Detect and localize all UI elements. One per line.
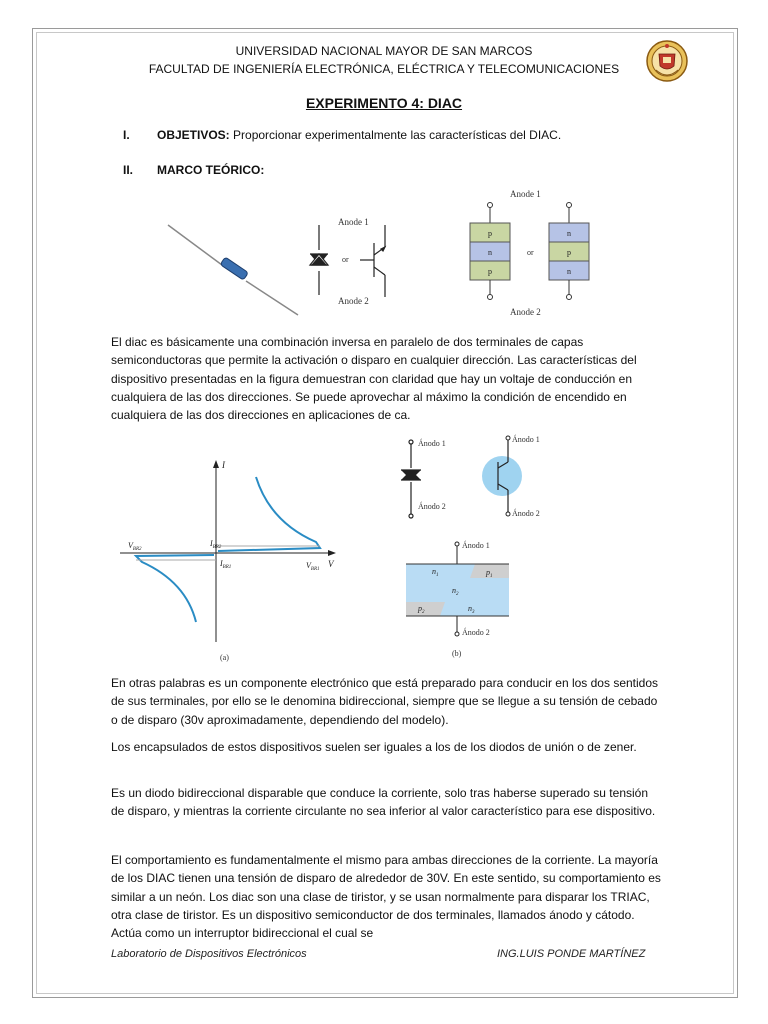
section-number: II.	[123, 163, 134, 177]
vi-characteristic-plot	[120, 460, 336, 662]
p1-label: $p_1$	[486, 568, 493, 579]
paragraph-bidirectional: En otras palabras es un componente electrónico que está preparado para conducir en los dos sentidos de sus terminales, por ello se le denomina bidireccional, siempre que se llegue a su tensión de cebado o de disparo (30v aproximadamente, dependiendo del modelo).	[111, 676, 659, 727]
university-name: UNIVERSIDAD NACIONAL MAYOR DE SAN MARCOS	[235, 44, 533, 58]
anode2-label: Anode 2	[510, 307, 541, 317]
n3-label: $n_3$	[468, 604, 475, 615]
paragraph-diac-intro: El diac es básicamente una combinación inversa en paralelo de dos terminales de capas semiconductoras que permite la activación o disparo en cualquier dirección. Las características del dispositivo presentadas en la figura demuestran con claridad que hay un voltaje de conducción en cualquiera de las dos direcciones. Se puede aprovechar al máximo la condición de encendido en cualquiera de las dos direcciones en aplicaciones de ca.	[111, 335, 637, 423]
figure-diac-characteristics	[120, 432, 540, 667]
faculty-name: FACULTAD DE INGENIERÍA ELECTRÓNICA, ELÉCTRICA Y TELECOMUNICACIONES	[148, 62, 620, 76]
section-objetivos	[123, 127, 663, 145]
anodo2-label: Ánodo 2	[462, 628, 490, 637]
page-title: EXPERIMENTO 4: DIAC	[305, 95, 463, 111]
footer-course: Laboratorio de Dispositivos Electrónicos	[111, 948, 307, 960]
section-label: MARCO TEÓRICO:	[157, 163, 265, 177]
anodo1-label: Ánodo 1	[512, 435, 540, 444]
layer-label: p	[567, 248, 571, 257]
paragraph-disparo: Es un diodo bidireccional disparable que conduce la corriente, solo tras haberse superado su tensión de disparo, y mientras la corriente circulante no sea inferior al valor característico para ese dispositivo.	[111, 786, 656, 819]
or-label: or	[527, 248, 534, 257]
caption-b: (b)	[452, 649, 462, 658]
layer-stack-npn	[549, 203, 589, 300]
ibr2-label: $I_{BR2}$	[210, 539, 222, 550]
paragraph-encapsulado: Los encapsulados de estos dispositivos suelen ser iguales a los de los diodos de unión o de zener.	[111, 740, 637, 754]
ibr1-label: $I_{BR1}$	[220, 559, 232, 570]
anode1-label: Anode 1	[510, 189, 541, 199]
diac-component-drawing	[168, 225, 298, 315]
section-label: OBJETIVOS:	[157, 128, 230, 142]
anode1-label: Anode 1	[338, 217, 369, 227]
footer-author: ING.LUIS PONDE MARTÍNEZ	[497, 948, 646, 960]
or-label: or	[342, 255, 349, 264]
caption-a: (a)	[220, 653, 229, 662]
section-marco-teorico	[123, 162, 663, 180]
layer-label: p	[488, 267, 492, 276]
anode2-label: Anode 2	[338, 296, 369, 306]
vbr2-label: $V_{BR2}$	[128, 541, 142, 552]
university-seal-logo	[646, 40, 688, 82]
n1-label: $n_1$	[432, 567, 439, 578]
diac-transistor-symbol	[482, 436, 522, 516]
anodo2-label: Ánodo 2	[418, 502, 446, 511]
anodo1-label: Ánodo 1	[462, 541, 490, 550]
anodo1-label: Ánodo 1	[418, 439, 446, 448]
p2-label: $p_2$	[418, 604, 425, 615]
paragraph-comportamiento: El comportamiento es fundamentalmente el mismo para ambas direcciones de la corriente. La mayoría de los DIAC tienen una tensión de disparo de alrededor de 30V. En este sentido, su comportamiento es similar a un neón. Los diac son una clase de tiristor, y se usan normalmente para disparar los TRIAC, otra clase de tiristor. Es un dispositivo semiconductor de dos terminales, llamados ánodo y cátodo. Actúa como un interruptor bidireccional el cual se	[111, 853, 661, 941]
layer-label: n	[488, 248, 492, 257]
transistor-equivalent-symbol	[360, 225, 385, 297]
layer-stack-pnp	[470, 203, 510, 300]
layer-label: p	[488, 229, 492, 238]
n2-label: $n_2$	[452, 586, 459, 597]
layer-label: n	[567, 267, 571, 276]
axis-i-label: I	[222, 460, 225, 470]
diac-symbol	[310, 225, 328, 295]
objective-text: Proporcionar experimentalmente las características del DIAC.	[229, 128, 562, 142]
axis-v-label: V	[328, 559, 334, 569]
section-number: I.	[123, 128, 130, 142]
anodo2-label: Ánodo 2	[512, 509, 540, 518]
layer-label: n	[567, 229, 571, 238]
document-header	[100, 42, 668, 78]
figure-diac-component-symbols	[160, 185, 600, 320]
vbr1-label: $V_{BR1}$	[306, 561, 320, 572]
diac-layer-structure	[406, 542, 509, 636]
